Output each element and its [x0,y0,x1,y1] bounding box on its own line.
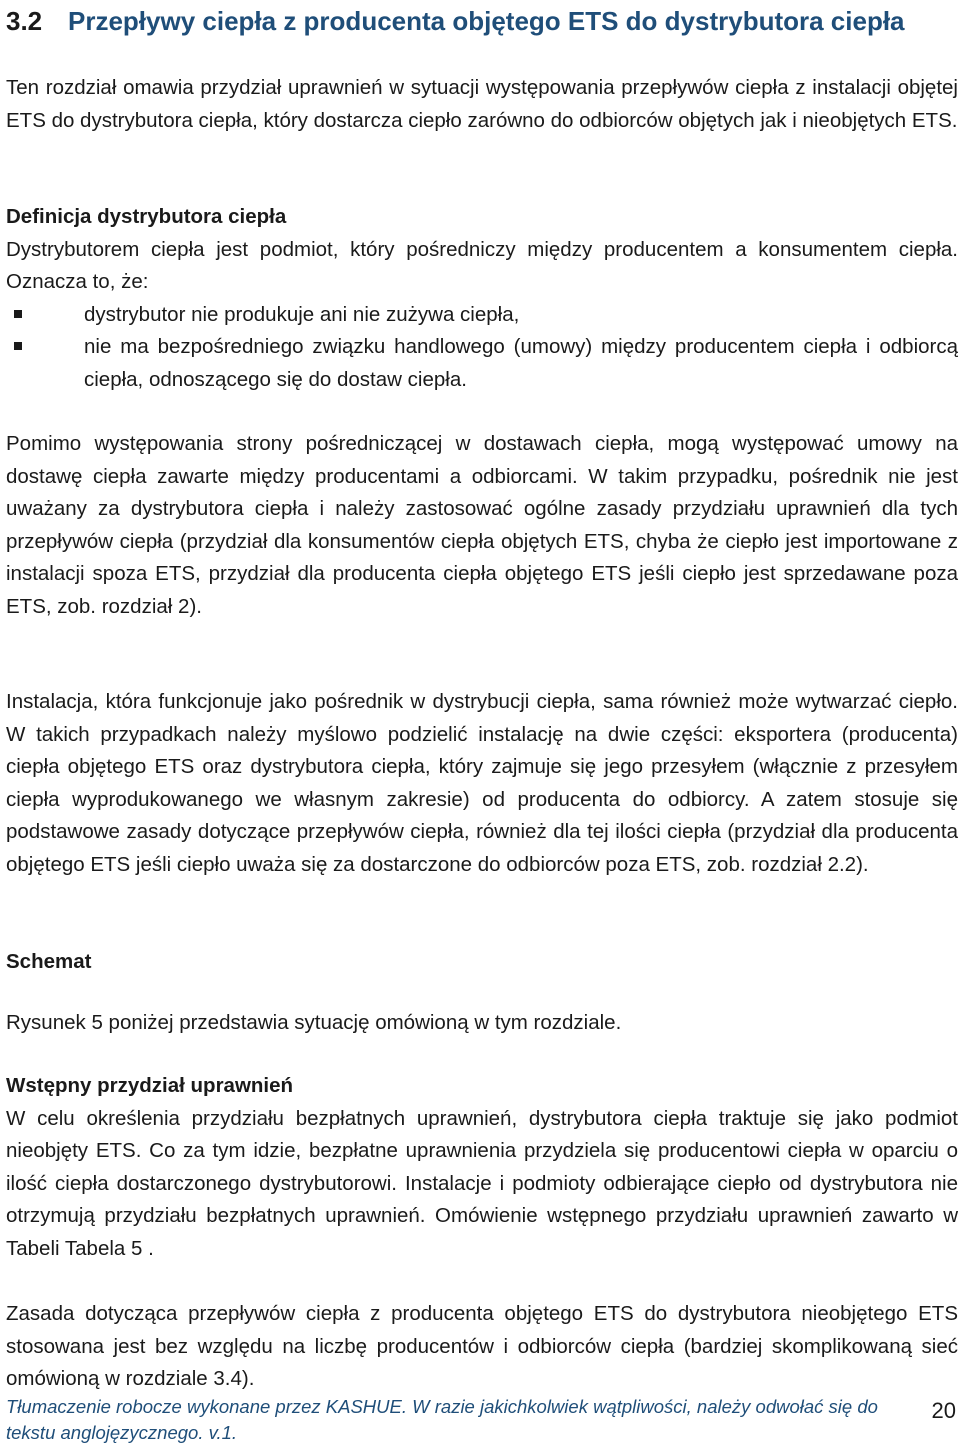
schemat-text: Rysunek 5 poniżej przedstawia sytuację omówioną w tym rozdziale. [6,1011,622,1034]
intro-paragraph: Ten rozdział omawia przydział uprawnień w sytuacji występowania przepływów ciepła z instalacji objętej ETS do dystrybutora ciepła, który dostarcza ciepło zarówno do odbiorców objętych jak i nieobjętych ETS. [6,76,958,132]
section-number: 3.2 [6,6,43,36]
paragraph-rule: Zasada dotycząca przepływów ciepła z producenta objętego ETS do dystrybutora nieobjętego ETS stosowana jest bez względu na liczbę producentów i odbiorców ciepła (bardziej skomplikowaną sieć omówioną w rozdziale 3.4). [6,1302,958,1390]
section-heading [6,4,958,38]
section-title: Przepływy ciepła z producenta objętego ETS do dystrybutora ciepła [68,6,905,36]
definition-bullet-list [6,299,958,397]
footer-note: Tłumaczenie robocze wykonane przez KASHUE. W razie jakichkolwiek wątpliwości, należy odwołać się do tekstu anglojęzycznego. v.1. [6,1396,878,1443]
document-page [6,0,958,1448]
bullet-square-icon [14,310,22,318]
paragraph-intermediary: Pomimo występowania strony pośredniczącej w dostawach ciepła, mogą występować umowy na dostawę ciepła zawarte między producentami a odbiorcami. W takim przypadku, pośrednik nie jest uważany za dystrybutora ciepła i należy zastosować ogólne zasady przydziału uprawnień dla tych przepływów ciepła (przydział dla konsumentów ciepła objętych ETS, chyba że ciepło jest importowane z instalacji spoza ETS, przydział dla producenta ciepła objętego ETS jeśli ciepło jest sprzedawane poza ETS, zob. rozdział 2). [6,432,958,618]
list-item: nie ma bezpośredniego związku handlowego (umowy) między producentem ciepła i odbiorcą ciepła, odnoszącego się do dostaw ciepła. [6,331,958,396]
definition-section [6,201,958,396]
definition-text: Dystrybutorem ciepła jest podmiot, który pośredniczy między producentem a konsumentem ciepła. Oznacza to, że: [6,237,958,293]
allocation-heading: Wstępny przydział uprawnień [6,1074,294,1097]
allocation-section [6,1070,958,1265]
schemat-heading: Schemat [6,950,92,973]
bullet-square-icon [14,342,22,350]
list-item: dystrybutor nie produkuje ani nie zużywa ciepła, [6,299,958,332]
definition-heading: Definicja dystrybutora ciepła [6,205,287,228]
page-number: 20 [931,1398,956,1423]
allocation-text: W celu określenia przydziału bezpłatnych uprawnień, dystrybutora ciepła traktuje się jako podmiot nieobjęty ETS. Co za tym idzie, bezpłatne uprawnienia przydziela się producentowi ciepła w oparciu o ilość ciepła dostarczonego dystrybutorowi. Instalacje i podmioty odbierające ciepło od dystrybutora nie otrzymują przydziału bezpłatnych uprawnień. Omówienie wstępnego przydziału uprawnień zawarto w Tabeli Tabela 5 . [6,1106,958,1260]
paragraph-installation: Instalacja, która funkcjonuje jako pośrednik w dystrybucji ciepła, sama również może wytwarzać ciepło. W takich przypadkach należy myślowo podzielić instalację na dwie części: eksportera (producenta) ciepła objętego ETS oraz dystrybutora ciepła, który zajmuje się jego przesyłem (włącznie z przesyłem ciepła wyprodukowanego we własnym zakresie) od producenta do odbiorcy. A zatem stosuje się podstawowe zasady dotyczące przepływów ciepła, również dla tej ilości ciepła (przydział dla producenta objętego ETS jeśli ciepło uważa się za dostarczone do odbiorców poza ETS, zob. rozdział 2.2). [6,690,958,876]
